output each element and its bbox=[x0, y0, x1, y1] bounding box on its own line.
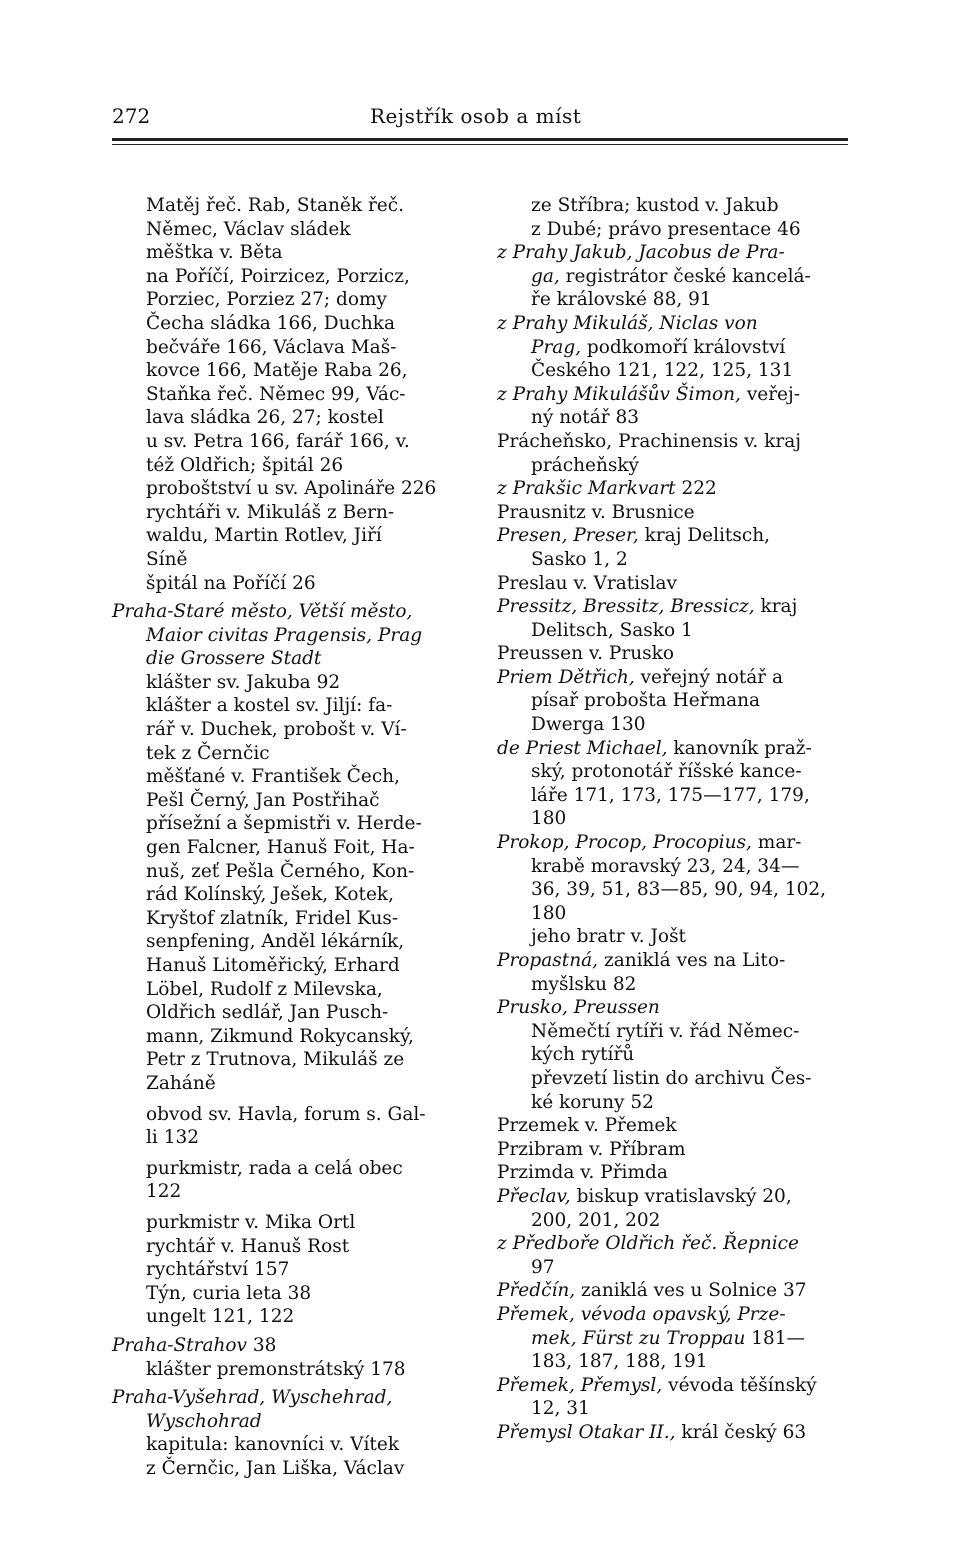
index-line: převzetí listin do archivu Čes- bbox=[531, 1067, 812, 1089]
index-line: 200, 201, 202 bbox=[531, 1209, 661, 1231]
index-line: Týn, curia leta 38 bbox=[146, 1282, 312, 1304]
index-line: Prácheňsko, Prachinensis v. kraj bbox=[497, 430, 801, 452]
index-entry bbox=[497, 642, 849, 666]
index-line bbox=[497, 831, 849, 855]
index-line: Staňka řeč. Němec 99, Vác- bbox=[146, 383, 406, 405]
header-rule-thick bbox=[112, 138, 848, 141]
entry-heading: Priem Dětřich, bbox=[497, 666, 635, 688]
entry-text: biskup vratislavský 20, bbox=[570, 1185, 792, 1207]
index-line: láře 171, 173, 175—177, 179, bbox=[531, 784, 810, 806]
index-line bbox=[497, 336, 849, 360]
entry-heading: z Prahy Mikulášův Šimon, bbox=[497, 383, 741, 405]
index-line: rychtáři v. Mikuláš z Bern- bbox=[146, 501, 395, 523]
index-line: Pešl Černý, Jan Postřihač bbox=[146, 789, 380, 811]
index-entry bbox=[497, 1374, 849, 1421]
index-entry bbox=[112, 1157, 464, 1204]
index-line: ře královské 88, 91 bbox=[531, 289, 712, 311]
index-line: Němečtí rytíři v. řád Němec- bbox=[531, 1020, 800, 1042]
index-line: waldu, Martin Rotlev, Jiří bbox=[146, 525, 382, 547]
entry-text: 222 bbox=[675, 478, 717, 500]
index-line: Kryštof zlatník, Fridel Kus- bbox=[146, 907, 399, 929]
index-line: Sasko 1, 2 bbox=[531, 548, 628, 570]
entry-heading: Přemek, Přemysl, bbox=[497, 1374, 663, 1396]
index-line: bečváře 166, Václava Maš- bbox=[146, 336, 397, 358]
index-entry bbox=[112, 501, 464, 572]
index-line: gen Falcner, Hanuš Foit, Ha- bbox=[146, 837, 415, 859]
entry-heading: de Priest Michael, bbox=[497, 737, 668, 759]
index-line: Síně bbox=[146, 548, 188, 570]
header-rule-thin bbox=[112, 144, 848, 145]
index-entry bbox=[112, 572, 464, 596]
index-line bbox=[497, 1279, 849, 1303]
index-entry bbox=[497, 1421, 849, 1445]
index-line: senpfening, Anděl lékárník, bbox=[146, 931, 405, 953]
index-entry bbox=[497, 194, 849, 241]
entry-heading: Prokop, Procop, Procopius, bbox=[497, 832, 752, 854]
left-column bbox=[112, 194, 464, 1480]
index-line: Przibram v. Příbram bbox=[497, 1138, 686, 1160]
index-entry bbox=[497, 312, 849, 383]
index-line: ungelt 121, 122 bbox=[146, 1306, 295, 1328]
index-line: lava sládka 26, 27; kostel bbox=[146, 407, 384, 429]
index-entry bbox=[497, 996, 849, 1020]
index-line bbox=[497, 1185, 849, 1209]
index-line bbox=[497, 996, 849, 1020]
entry-text: podkomoří království bbox=[581, 336, 786, 358]
index-line: Löbel, Rudolf z Milevska, bbox=[146, 978, 383, 1000]
index-line: u sv. Petra 166, farář 166, v. bbox=[146, 430, 410, 452]
index-line: špitál na Poříčí 26 bbox=[146, 572, 316, 594]
page-number: 272 bbox=[112, 104, 151, 128]
index-line: die Grossere Stadt bbox=[146, 648, 322, 670]
index-line: Maior civitas Pragensis, Prag bbox=[146, 624, 423, 646]
index-line: Porziec, Porziez 27; domy bbox=[146, 289, 387, 311]
index-line: Hanuš Litoměřický, Erhard bbox=[146, 955, 400, 976]
index-entry bbox=[497, 430, 849, 477]
index-entry bbox=[112, 1386, 464, 1433]
index-entry bbox=[497, 501, 849, 525]
index-line: 180 bbox=[531, 808, 567, 830]
index-line bbox=[497, 595, 849, 619]
index-entry bbox=[112, 241, 464, 265]
running-head: Rejstřík osob a míst bbox=[370, 104, 582, 128]
index-line: klášter sv. Jakuba 92 bbox=[146, 671, 341, 693]
index-line: Praha-Staré město, Větší město, bbox=[112, 601, 413, 623]
entry-text: veřejný notář a bbox=[634, 666, 784, 688]
index-line bbox=[497, 477, 849, 501]
index-line: ský, protonotář říšské kance- bbox=[531, 761, 802, 783]
index-line: jeho bratr v. Jošt bbox=[531, 926, 686, 948]
index-line: Oldřich sedlář, Jan Pusch- bbox=[146, 1002, 389, 1024]
index-line: 122 bbox=[146, 1181, 182, 1203]
index-line bbox=[497, 524, 849, 548]
entry-text: mar- bbox=[751, 832, 802, 854]
index-entry bbox=[497, 737, 849, 831]
index-line: rychtář v. Hanuš Rost bbox=[146, 1235, 350, 1257]
index-line: kovce 166, Matěje Raba 26, bbox=[146, 360, 408, 382]
index-entry bbox=[497, 1114, 849, 1138]
index-entry bbox=[112, 765, 464, 812]
index-line: Praha-Vyšehrad, Wyschehrad, bbox=[112, 1387, 393, 1409]
entry-text: registrátor české kancelá- bbox=[559, 265, 811, 287]
index-line bbox=[497, 1421, 849, 1445]
index-line: 180 bbox=[531, 902, 567, 924]
index-line: Przimda v. Přimda bbox=[497, 1162, 668, 1184]
entry-heading: Přeclav, bbox=[497, 1185, 571, 1207]
index-entry bbox=[497, 572, 849, 596]
index-entry bbox=[112, 812, 464, 1095]
index-entry bbox=[112, 265, 464, 477]
index-line: kapitula: kanovníci v. Vítek bbox=[146, 1434, 400, 1456]
index-line: Petr z Trutnova, Mikuláš ze bbox=[146, 1049, 405, 1071]
index-line: rychtářství 157 bbox=[146, 1259, 290, 1281]
index-entry bbox=[497, 1067, 849, 1114]
index-line: 97 bbox=[531, 1256, 555, 1278]
entry-heading: Prusko, Preussen bbox=[497, 997, 660, 1019]
index-line bbox=[497, 1374, 849, 1398]
index-entry bbox=[112, 1282, 464, 1306]
index-line bbox=[497, 1303, 849, 1327]
index-entry bbox=[497, 477, 849, 501]
index-line: měšťané v. František Čech, bbox=[146, 766, 400, 788]
index-entry bbox=[497, 1232, 849, 1279]
index-line: Wyschohrad bbox=[146, 1410, 262, 1432]
index-entry bbox=[112, 1103, 464, 1150]
index-entry bbox=[497, 1020, 849, 1067]
entry-heading: Pressitz, Bressitz, Bressicz, bbox=[497, 596, 755, 618]
index-line bbox=[112, 1334, 464, 1358]
index-line: Němec, Václav sládek bbox=[146, 218, 351, 240]
index-line: 183, 187, 188, 191 bbox=[531, 1351, 708, 1373]
page-header bbox=[112, 100, 848, 136]
entry-heading: z Prakšic Markvart bbox=[497, 478, 676, 500]
entry-text: kanovník praž- bbox=[667, 737, 812, 759]
index-line: 12, 31 bbox=[531, 1398, 590, 1420]
index-line: li 132 bbox=[146, 1127, 200, 1149]
index-line bbox=[497, 666, 849, 690]
index-line: z Dubé; právo presentace 46 bbox=[531, 218, 801, 240]
index-line: rář v. Duchek, probošt v. Ví- bbox=[146, 719, 407, 741]
index-line: přísežní a šepmistři v. Herde- bbox=[146, 813, 422, 835]
index-entry bbox=[497, 1185, 849, 1232]
entry-heading: Presen, Preser, bbox=[497, 525, 639, 547]
entry-text: kraj bbox=[754, 596, 798, 618]
right-column bbox=[497, 194, 849, 1444]
index-line: ké koruny 52 bbox=[531, 1091, 654, 1113]
index-entry bbox=[112, 1305, 464, 1329]
entry-heading: Předčín, bbox=[497, 1280, 576, 1302]
index-line: ný notář 83 bbox=[531, 407, 640, 429]
index-line: Prausnitz v. Brusnice bbox=[497, 501, 695, 523]
entry-heading: mek, Fürst zu Troppau bbox=[531, 1327, 746, 1349]
index-line: tek z Černčic bbox=[146, 742, 270, 764]
entry-text: král český 63 bbox=[675, 1421, 807, 1443]
index-entry bbox=[112, 600, 464, 671]
index-line: 36, 39, 51, 83—85, 90, 94, 102, bbox=[531, 879, 827, 901]
entry-text: zaniklá ves u Solnice 37 bbox=[575, 1280, 807, 1302]
index-line: Przemek v. Přemek bbox=[497, 1115, 677, 1137]
index-line: z Prahy Mikuláš, Niclas von bbox=[497, 312, 758, 334]
index-entry bbox=[497, 1138, 849, 1162]
index-entry bbox=[112, 694, 464, 765]
index-line: prácheňský bbox=[531, 454, 640, 476]
entry-heading: ga, bbox=[531, 265, 560, 287]
index-line: ze Stříbra; kustod v. Jakub bbox=[531, 195, 779, 216]
index-entry bbox=[112, 1258, 464, 1282]
entry-text: kraj Delitsch, bbox=[638, 525, 771, 547]
index-line: písař probošta Heřmana bbox=[531, 690, 761, 712]
index-line: Čecha sládka 166, Duchka bbox=[146, 312, 396, 334]
index-line: z Černčic, Jan Liška, Václav bbox=[146, 1457, 405, 1479]
index-entry bbox=[497, 595, 849, 642]
index-entry bbox=[497, 383, 849, 430]
index-line: mann, Zikmund Rokycanský, bbox=[146, 1025, 414, 1047]
index-line bbox=[497, 383, 849, 407]
index-line bbox=[497, 1327, 849, 1351]
index-entry bbox=[497, 241, 849, 312]
index-line bbox=[497, 265, 849, 289]
index-line: kých rytířů bbox=[531, 1044, 635, 1066]
index-line: klášter a kostel sv. Jiljí: fa- bbox=[146, 695, 393, 717]
index-entry bbox=[497, 831, 849, 925]
index-line: purkmistr, rada a celá obec bbox=[146, 1157, 403, 1179]
entry-heading: z Předboře Oldřich řeč. Řepnice bbox=[497, 1233, 799, 1255]
index-line: Zaháně bbox=[146, 1072, 216, 1094]
index-entry bbox=[112, 1358, 464, 1382]
index-entry bbox=[112, 194, 464, 241]
entry-text: 38 bbox=[247, 1334, 277, 1356]
index-entry bbox=[497, 1161, 849, 1185]
index-line: Českého 121, 122, 125, 131 bbox=[531, 360, 794, 382]
entry-text: veřej- bbox=[740, 383, 800, 405]
index-entry bbox=[497, 925, 849, 949]
index-line: Matěj řeč. Rab, Staněk řeč. bbox=[146, 195, 404, 216]
index-line: obvod sv. Havla, forum s. Gal- bbox=[146, 1103, 426, 1125]
index-line: krabě moravský 23, 24, 34— bbox=[531, 855, 800, 877]
entry-heading: Přemek, vévoda opavský, Prze- bbox=[497, 1303, 786, 1325]
index-line: měštka v. Běta bbox=[146, 242, 283, 264]
index-line: proboštství u sv. Apolináře 226 bbox=[146, 478, 437, 500]
index-line: rád Kolínský, Ješek, Kotek, bbox=[146, 884, 394, 906]
index-line: na Poříčí, Poirzicez, Porzicz, bbox=[146, 265, 410, 287]
index-entry bbox=[497, 1279, 849, 1303]
index-entry bbox=[497, 666, 849, 737]
index-line: klášter premonstrátský 178 bbox=[146, 1358, 406, 1380]
index-line bbox=[497, 949, 849, 973]
index-line: též Oldřich; špitál 26 bbox=[146, 454, 344, 476]
index-line bbox=[497, 1232, 849, 1256]
index-entry bbox=[497, 524, 849, 571]
index-line: Dwerga 130 bbox=[531, 714, 646, 736]
index-entry bbox=[112, 1235, 464, 1259]
index-line: purkmistr v. Mika Ortl bbox=[146, 1211, 356, 1233]
entry-text: 181— bbox=[745, 1327, 806, 1349]
entry-heading: Přemysl Otakar II., bbox=[497, 1421, 676, 1443]
index-entry bbox=[112, 477, 464, 501]
index-entry bbox=[112, 1211, 464, 1235]
index-entry bbox=[497, 1303, 849, 1374]
index-entry bbox=[112, 1433, 464, 1480]
index-line: myšlsku 82 bbox=[531, 973, 637, 995]
entry-heading: Propastná, bbox=[497, 950, 599, 971]
entry-heading: Praha-Strahov bbox=[112, 1334, 248, 1356]
entry-heading: Prag, bbox=[531, 336, 582, 358]
index-line: Preslau v. Vratislav bbox=[497, 572, 677, 594]
index-line: nuš, zeť Pešla Černého, Kon- bbox=[146, 860, 415, 882]
index-entry bbox=[112, 1334, 464, 1358]
index-line: Delitsch, Sasko 1 bbox=[531, 619, 693, 641]
index-line bbox=[497, 737, 849, 761]
index-line: Preussen v. Prusko bbox=[497, 643, 674, 665]
index-line: z Prahy Jakub, Jacobus de Pra- bbox=[497, 242, 785, 264]
index-entry bbox=[497, 949, 849, 996]
entry-text: zaniklá ves na Lito- bbox=[598, 950, 786, 971]
entry-text: vévoda těšínský bbox=[662, 1374, 817, 1396]
index-entry bbox=[112, 671, 464, 695]
